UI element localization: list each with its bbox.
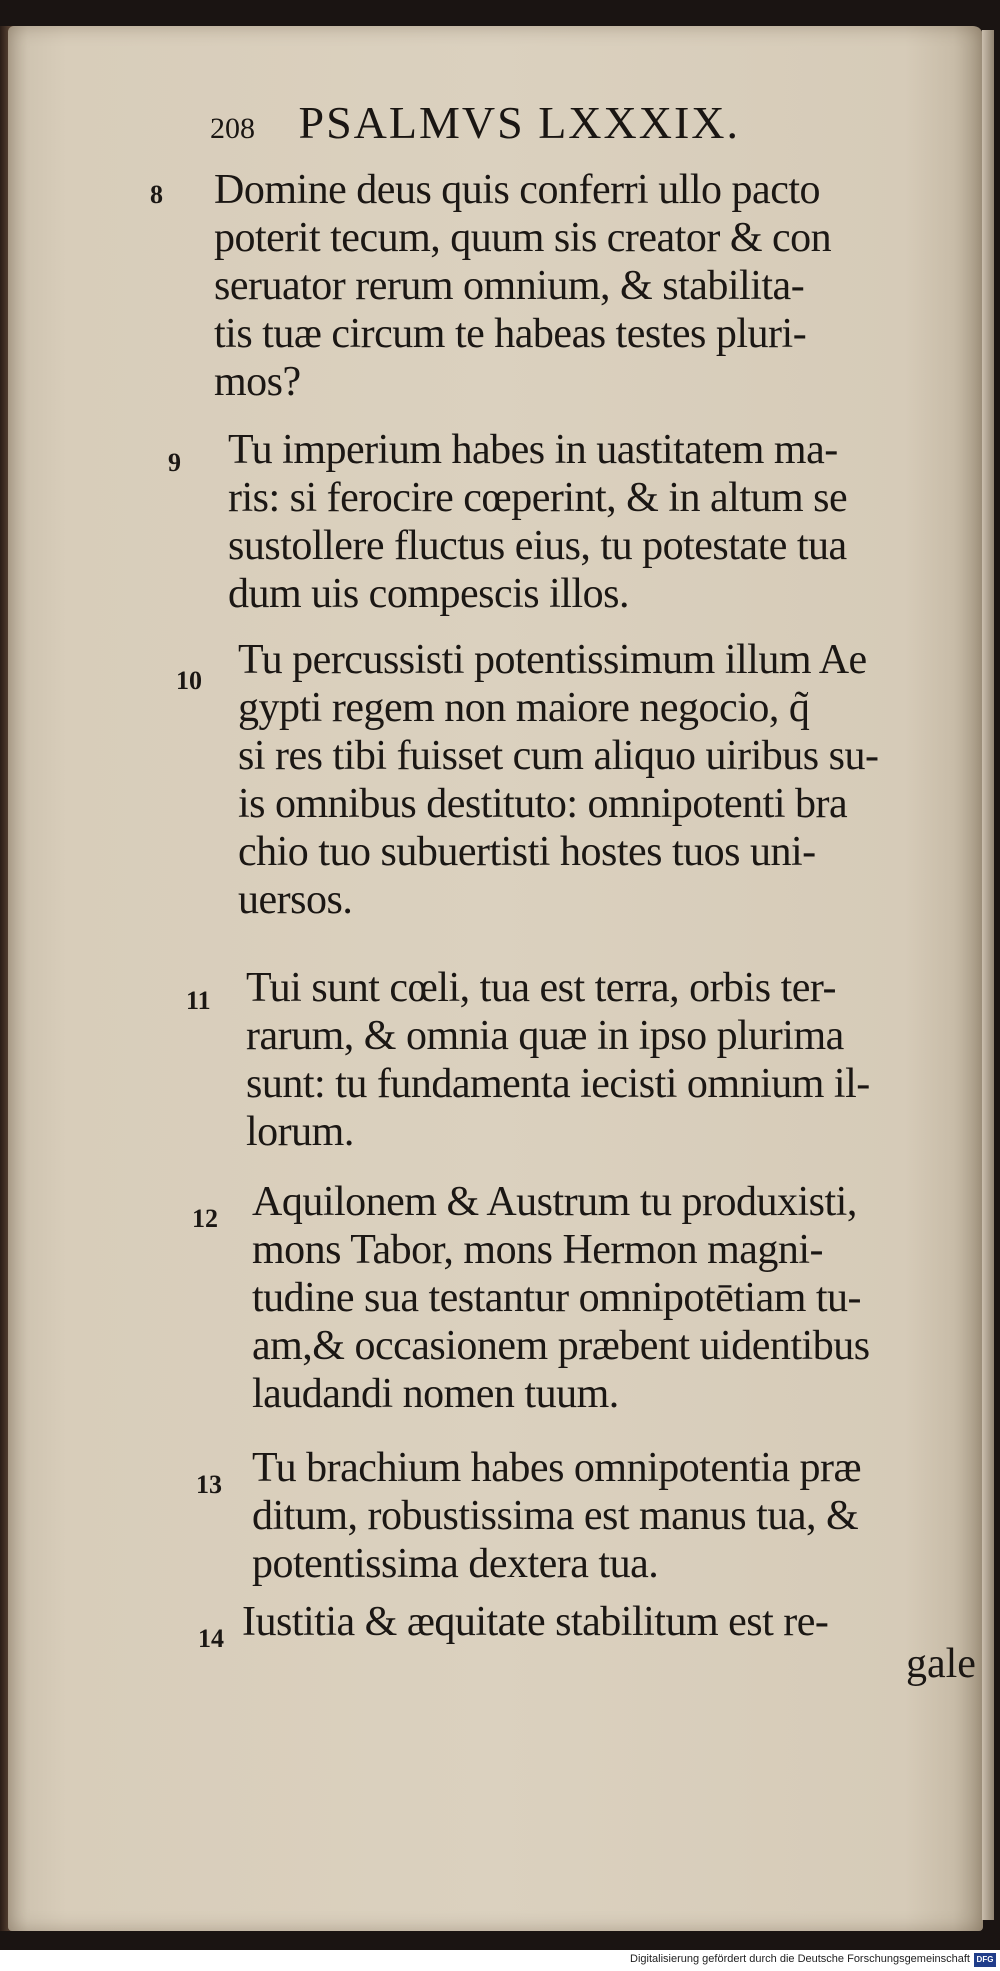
verse-number: 13 bbox=[196, 1470, 222, 1499]
verse-line: is omnibus destituto: omnipotenti bra bbox=[238, 781, 848, 827]
verse-line: si res tibi fuisset cum aliquo uiribus su- bbox=[238, 733, 879, 779]
verse-11 bbox=[246, 964, 870, 1156]
catchword: gale bbox=[906, 1641, 976, 1687]
verse-14 bbox=[242, 1598, 828, 1646]
verse-13 bbox=[252, 1444, 861, 1588]
page-header bbox=[210, 96, 740, 149]
verse-number: 14 bbox=[198, 1624, 224, 1653]
verse-line: Tui sunt cœli, tua est terra, orbis ter- bbox=[246, 965, 837, 1011]
funding-credit: Digitalisierung gefördert durch die Deutsche Forschungsgemeinschaft bbox=[630, 1953, 970, 1965]
verse-line: ditum, robustissima est manus tua, & bbox=[252, 1493, 859, 1539]
verse-line: tis tuæ circum te habeas testes pluri- bbox=[214, 311, 807, 357]
verse-12 bbox=[252, 1178, 870, 1418]
verse-9 bbox=[228, 426, 847, 618]
verse-line: lorum. bbox=[246, 1109, 354, 1155]
verse-line: am,& occasionem præbent uidentibus bbox=[252, 1323, 870, 1369]
verse-line: mons Tabor, mons Hermon magni- bbox=[252, 1227, 824, 1273]
psalm-title: PSALMVS LXXXIX. bbox=[298, 97, 740, 148]
verse-line: chio tuo subuertisti hostes tuos uni- bbox=[238, 829, 816, 875]
verse-line: laudandi nomen tuum. bbox=[252, 1371, 619, 1417]
verse-line: seruator rerum omnium, & stabilita- bbox=[214, 263, 805, 309]
verse-line: Domine deus quis conferri ullo pacto bbox=[214, 167, 821, 213]
verse-line: Tu imperium habes in uastitatem ma- bbox=[228, 427, 838, 473]
verse-line: poterit tecum, quum sis creator & con bbox=[214, 215, 832, 261]
verse-number: 12 bbox=[192, 1204, 218, 1233]
verse-line: mos? bbox=[214, 359, 301, 405]
verse-8 bbox=[214, 166, 831, 406]
verse-line: Aquilonem & Austrum tu produxisti, bbox=[252, 1179, 857, 1225]
verse-line: sunt: tu fundamenta iecisti omnium il- bbox=[246, 1061, 870, 1107]
verse-10 bbox=[238, 636, 878, 924]
verse-line: dum uis compescis illos. bbox=[228, 571, 629, 617]
dfg-logo: DFG bbox=[974, 1953, 996, 1967]
verse-line: ris: si ferocire cœperint, & in altum se bbox=[228, 475, 848, 521]
verse-line: potentissima dextera tua. bbox=[252, 1541, 659, 1587]
page-number: 208 bbox=[210, 112, 255, 145]
footer-bar bbox=[0, 1950, 1000, 1971]
verse-line: Tu brachium habes omnipotentia præ bbox=[252, 1445, 862, 1491]
page-edge bbox=[982, 30, 994, 1920]
verse-number: 8 bbox=[150, 180, 163, 209]
verse-number: 10 bbox=[176, 666, 202, 695]
verse-number: 11 bbox=[186, 986, 211, 1015]
verse-line: uersos. bbox=[238, 877, 353, 923]
verse-line: gypti regem non maiore negocio, q̃ bbox=[238, 685, 810, 731]
verse-number: 9 bbox=[168, 448, 181, 477]
verse-line: Iustitia & æquitate stabilitum est re- bbox=[242, 1599, 829, 1645]
verse-line: rarum, & omnia quæ in ipso plurima bbox=[246, 1013, 844, 1059]
verse-line: tudine sua testantur omnipotētiam tu- bbox=[252, 1275, 862, 1321]
verse-line: Tu percussisti potentissimum illum Ae bbox=[238, 637, 867, 683]
verse-line: sustollere fluctus eius, tu potestate tua bbox=[228, 523, 847, 569]
